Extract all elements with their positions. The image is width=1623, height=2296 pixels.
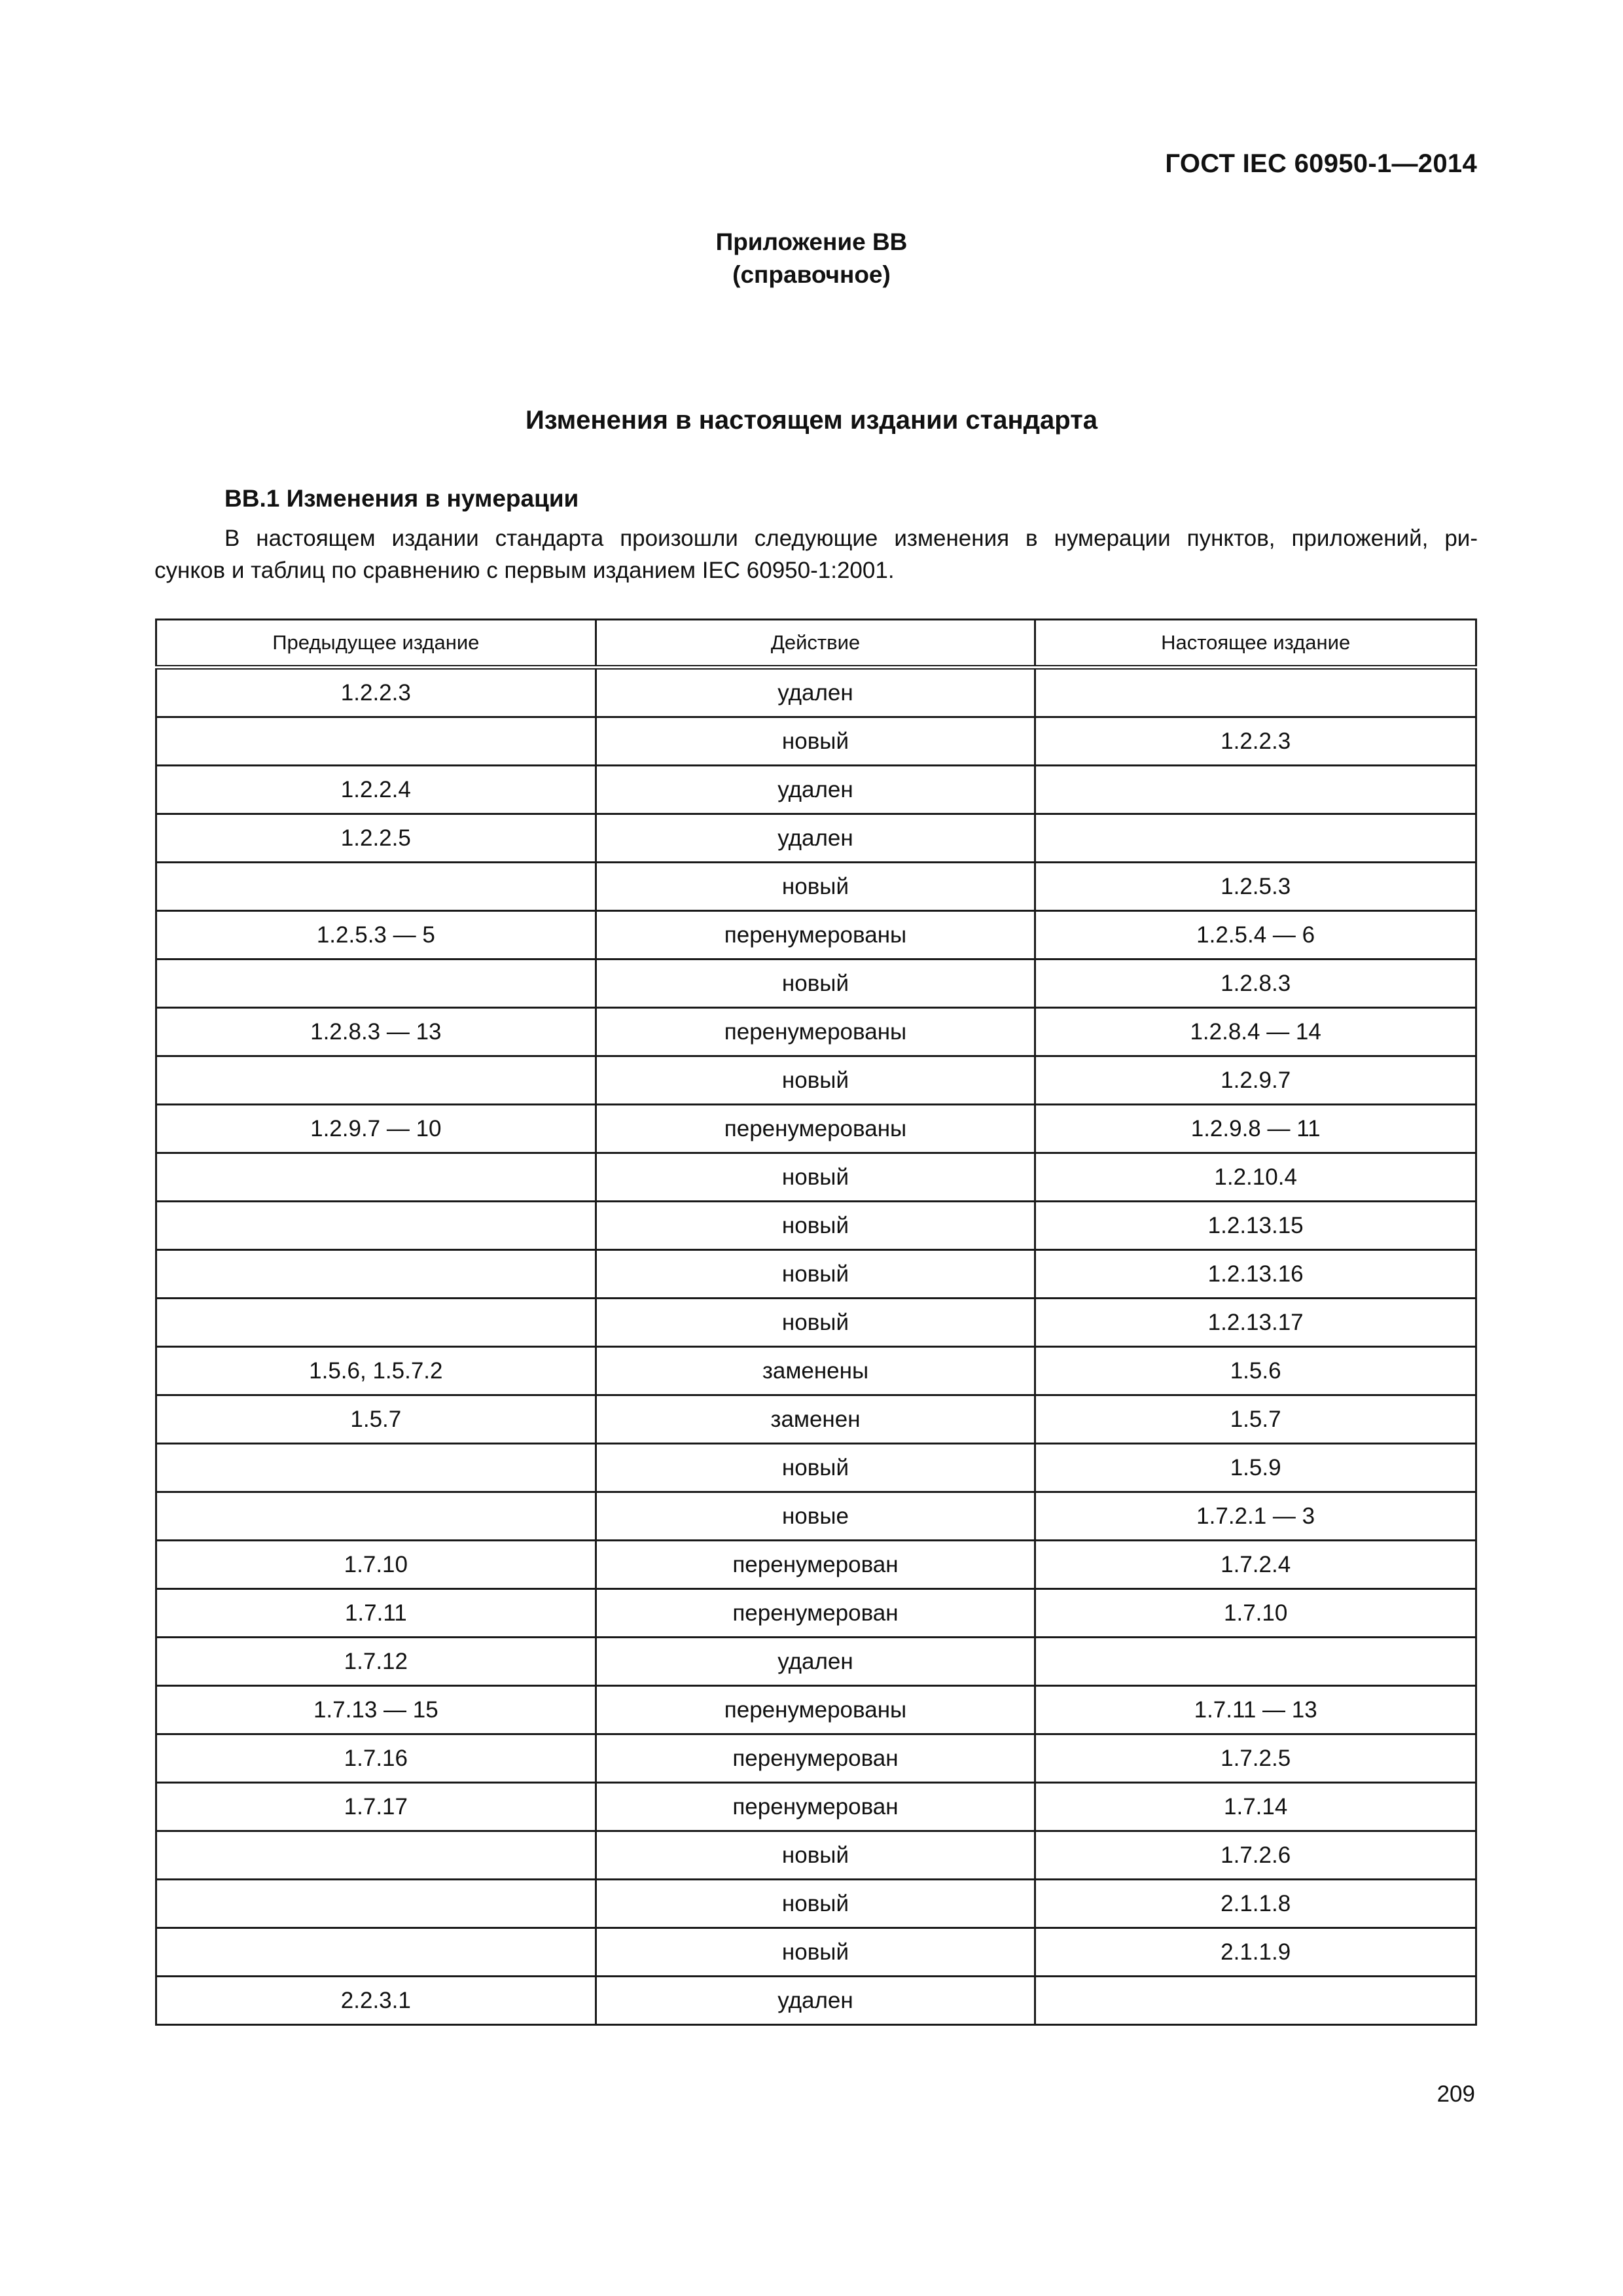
cell-action: новый <box>596 960 1035 1008</box>
cell-previous-edition <box>156 1444 596 1492</box>
table-row <box>156 1880 1476 1928</box>
cell-previous-edition: 1.7.11 <box>156 1589 596 1638</box>
intro-line: сунков и таблиц по сравнению с первым изданием IEC 60950-1:2001. <box>154 558 895 583</box>
cell-action: перенумерованы <box>596 911 1035 960</box>
table-row <box>156 1831 1476 1880</box>
cell-action: перенумерованы <box>596 1008 1035 1056</box>
table-row <box>156 911 1476 960</box>
cell-current-edition: 1.7.10 <box>1035 1589 1476 1638</box>
cell-action: новый <box>596 1299 1035 1347</box>
document-code: ГОСТ IEC 60950-1—2014 <box>1165 149 1477 178</box>
cell-current-edition: 1.2.2.3 <box>1035 717 1476 766</box>
cell-action: перенумерован <box>596 1783 1035 1831</box>
cell-previous-edition <box>156 1831 596 1880</box>
table-row <box>156 1492 1476 1541</box>
table-row <box>156 1008 1476 1056</box>
cell-action: новый <box>596 1250 1035 1299</box>
cell-action: новые <box>596 1492 1035 1541</box>
table-row <box>156 1638 1476 1686</box>
header-current-edition: Настоящее издание <box>1035 620 1476 668</box>
cell-current-edition: 1.5.9 <box>1035 1444 1476 1492</box>
cell-previous-edition <box>156 863 596 911</box>
cell-action: перенумерован <box>596 1541 1035 1589</box>
cell-previous-edition <box>156 717 596 766</box>
cell-action: удален <box>596 1638 1035 1686</box>
cell-current-edition <box>1035 668 1476 717</box>
cell-action: новый <box>596 1202 1035 1250</box>
numbering-changes-table <box>155 619 1477 2026</box>
table-row <box>156 1395 1476 1444</box>
cell-current-edition: 1.2.8.3 <box>1035 960 1476 1008</box>
annex-kind: (справочное) <box>732 261 891 288</box>
subsection-title: ВВ.1 Изменения в нумерации <box>224 485 579 512</box>
cell-previous-edition <box>156 1202 596 1250</box>
table-row <box>156 960 1476 1008</box>
cell-current-edition: 1.7.14 <box>1035 1783 1476 1831</box>
cell-previous-edition: 1.7.17 <box>156 1783 596 1831</box>
cell-action: заменены <box>596 1347 1035 1395</box>
table-row <box>156 1541 1476 1589</box>
cell-previous-edition: 2.2.3.1 <box>156 1977 596 2025</box>
cell-current-edition: 1.7.2.4 <box>1035 1541 1476 1589</box>
cell-current-edition <box>1035 766 1476 814</box>
table-row <box>156 1734 1476 1783</box>
cell-previous-edition: 1.7.12 <box>156 1638 596 1686</box>
table-row <box>156 814 1476 863</box>
cell-current-edition: 1.2.9.7 <box>1035 1056 1476 1105</box>
cell-previous-edition: 1.5.7 <box>156 1395 596 1444</box>
cell-previous-edition: 1.7.10 <box>156 1541 596 1589</box>
cell-current-edition: 1.7.2.5 <box>1035 1734 1476 1783</box>
cell-action: новый <box>596 717 1035 766</box>
page-number: 209 <box>1436 2081 1475 2107</box>
cell-current-edition: 1.2.8.4 — 14 <box>1035 1008 1476 1056</box>
cell-current-edition: 1.7.11 — 13 <box>1035 1686 1476 1734</box>
table-row <box>156 863 1476 911</box>
cell-action: новый <box>596 1831 1035 1880</box>
cell-current-edition <box>1035 814 1476 863</box>
cell-current-edition: 1.2.13.17 <box>1035 1299 1476 1347</box>
cell-previous-edition: 1.7.13 — 15 <box>156 1686 596 1734</box>
cell-action: заменен <box>596 1395 1035 1444</box>
cell-current-edition: 1.7.2.1 — 3 <box>1035 1492 1476 1541</box>
cell-previous-edition: 1.2.2.5 <box>156 814 596 863</box>
cell-current-edition: 1.5.6 <box>1035 1347 1476 1395</box>
table-body <box>156 668 1476 2025</box>
cell-current-edition <box>1035 1977 1476 2025</box>
cell-current-edition: 1.2.13.15 <box>1035 1202 1476 1250</box>
table-row <box>156 1977 1476 2025</box>
header-action: Действие <box>596 620 1035 668</box>
cell-previous-edition: 1.2.2.3 <box>156 668 596 717</box>
cell-previous-edition <box>156 1492 596 1541</box>
section-title: Изменения в настоящем издании стандарта <box>525 406 1098 435</box>
intro-line: В настоящем издании стандарта произошли следующие изменения в нумерации пунктов, приложений, ри- <box>224 526 1478 551</box>
cell-previous-edition: 1.2.9.7 — 10 <box>156 1105 596 1153</box>
cell-previous-edition: 1.5.6, 1.5.7.2 <box>156 1347 596 1395</box>
table-row <box>156 1686 1476 1734</box>
table-row <box>156 1250 1476 1299</box>
cell-current-edition: 2.1.1.8 <box>1035 1880 1476 1928</box>
table-row <box>156 1347 1476 1395</box>
table-row <box>156 1056 1476 1105</box>
cell-previous-edition <box>156 1250 596 1299</box>
cell-previous-edition <box>156 1056 596 1105</box>
table-row <box>156 1202 1476 1250</box>
table-row <box>156 766 1476 814</box>
table-row <box>156 668 1476 717</box>
cell-previous-edition <box>156 1299 596 1347</box>
cell-current-edition: 2.1.1.9 <box>1035 1928 1476 1977</box>
cell-current-edition: 1.2.10.4 <box>1035 1153 1476 1202</box>
table-row <box>156 1928 1476 1977</box>
cell-current-edition: 1.2.9.8 — 11 <box>1035 1105 1476 1153</box>
cell-action: удален <box>596 814 1035 863</box>
table-row <box>156 1589 1476 1638</box>
table-row <box>156 1299 1476 1347</box>
cell-previous-edition: 1.7.16 <box>156 1734 596 1783</box>
cell-previous-edition: 1.2.8.3 — 13 <box>156 1008 596 1056</box>
cell-action: новый <box>596 1928 1035 1977</box>
cell-previous-edition <box>156 1880 596 1928</box>
cell-previous-edition <box>156 1928 596 1977</box>
table-row <box>156 1105 1476 1153</box>
intro-paragraph <box>154 522 1478 586</box>
cell-action: перенумерованы <box>596 1105 1035 1153</box>
cell-previous-edition <box>156 1153 596 1202</box>
cell-action: удален <box>596 668 1035 717</box>
cell-current-edition <box>1035 1638 1476 1686</box>
table-row <box>156 1783 1476 1831</box>
cell-previous-edition: 1.2.2.4 <box>156 766 596 814</box>
cell-previous-edition <box>156 960 596 1008</box>
header-previous-edition: Предыдущее издание <box>156 620 596 668</box>
annex-title: Приложение ВВ <box>715 228 908 255</box>
table-row <box>156 1153 1476 1202</box>
table-row <box>156 717 1476 766</box>
table-header-row <box>156 620 1476 668</box>
cell-action: перенумерован <box>596 1734 1035 1783</box>
cell-action: перенумерованы <box>596 1686 1035 1734</box>
cell-current-edition: 1.5.7 <box>1035 1395 1476 1444</box>
cell-action: удален <box>596 1977 1035 2025</box>
cell-previous-edition: 1.2.5.3 — 5 <box>156 911 596 960</box>
cell-action: новый <box>596 1880 1035 1928</box>
cell-current-edition: 1.7.2.6 <box>1035 1831 1476 1880</box>
cell-action: новый <box>596 1056 1035 1105</box>
cell-action: новый <box>596 1153 1035 1202</box>
table-row <box>156 1444 1476 1492</box>
cell-current-edition: 1.2.5.3 <box>1035 863 1476 911</box>
cell-current-edition: 1.2.5.4 — 6 <box>1035 911 1476 960</box>
cell-action: новый <box>596 863 1035 911</box>
cell-current-edition: 1.2.13.16 <box>1035 1250 1476 1299</box>
cell-action: новый <box>596 1444 1035 1492</box>
cell-action: перенумерован <box>596 1589 1035 1638</box>
cell-action: удален <box>596 766 1035 814</box>
